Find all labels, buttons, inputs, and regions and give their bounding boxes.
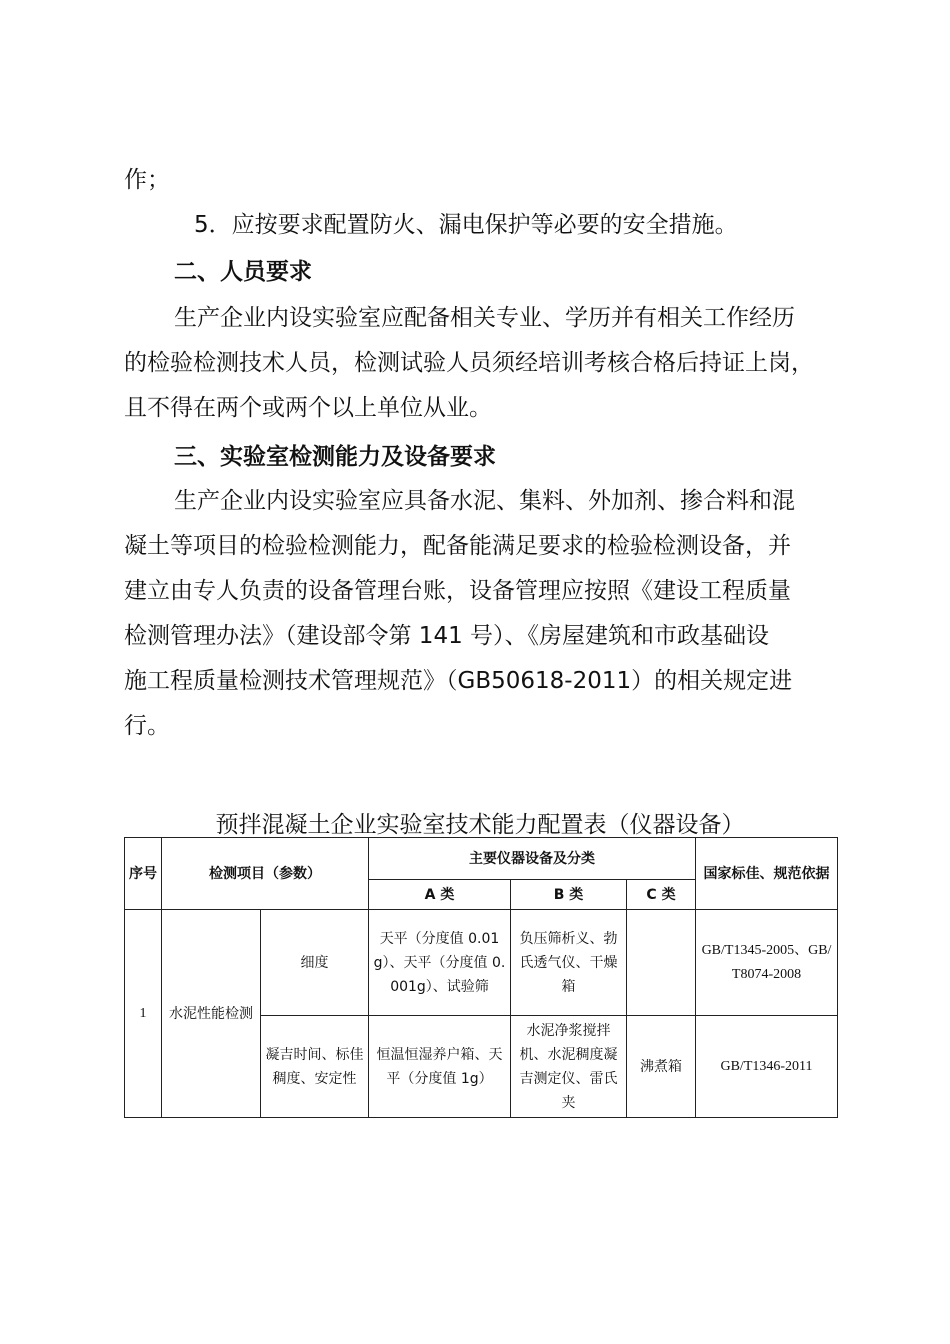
header-class-c: C 类 bbox=[627, 880, 696, 910]
paragraph-line: 生产企业内设实验室应配备相关专业、学历并有相关工作经历 bbox=[174, 305, 795, 331]
row-class-c bbox=[627, 910, 696, 1016]
paragraph-line: 凝土等项目的检验检测能力，配备能满足要求的检验检测设备，并 bbox=[124, 533, 791, 559]
text-line: 作； bbox=[124, 167, 170, 193]
header-serial-no: 序号 bbox=[125, 838, 162, 910]
row-test-group: 水泥性能检测 bbox=[162, 910, 261, 1118]
row-serial-no: 1 bbox=[125, 910, 162, 1118]
section-heading-personnel: 二、人员要求 bbox=[174, 259, 312, 285]
table-row bbox=[125, 910, 838, 1016]
row-class-b: 水泥净浆搅拌机、水泥稠度凝吉测定仪、雷氏夹 bbox=[511, 1016, 627, 1118]
table-title: 预拌混凝土企业实验室技术能力配置表（仪器设备） bbox=[215, 812, 745, 838]
paragraph-line: 施工程质量检测技术管理规范》（GB50618-2011）的相关规定进 bbox=[124, 668, 793, 694]
paragraph-line: 行。 bbox=[124, 713, 170, 739]
paragraph-line: 建立由专人负责的设备管理台账，设备管理应按照《建设工程质量 bbox=[124, 578, 791, 604]
section-heading-lab-capability: 三、实验室检测能力及设备要求 bbox=[174, 444, 496, 470]
row-parameter: 细度 bbox=[261, 910, 369, 1016]
header-class-a: A 类 bbox=[369, 880, 511, 910]
row-class-a: 恒温恒湿养户箱、天平（分度值 1g） bbox=[369, 1016, 511, 1118]
paragraph-line: 且不得在两个或两个以上单位从业。 bbox=[124, 395, 492, 421]
row-class-b: 负压筛析义、勃氏透气仪、干燥箱 bbox=[511, 910, 627, 1016]
list-item-5: 5．应按要求配置防火、漏电保护等必要的安全措施。 bbox=[194, 212, 738, 238]
header-class-b: B 类 bbox=[511, 880, 627, 910]
row-class-a: 天平（分度值 0.01g）、天平（分度值 0.001g）、试验筛 bbox=[369, 910, 511, 1016]
paragraph-line: 检测管理办法》（建设部令第 141 号）、《房屋建筑和市政基础设 bbox=[124, 623, 770, 649]
equipment-config-table bbox=[124, 837, 838, 1118]
row-standard: GB/T1346-2011 bbox=[696, 1016, 838, 1118]
header-equipment: 主要仪器设备及分类 bbox=[369, 838, 696, 880]
row-parameter: 凝吉时间、标佳稠度、安定性 bbox=[261, 1016, 369, 1118]
row-standard: GB/T1345-2005、GB/T8074-2008 bbox=[696, 910, 838, 1016]
header-standard: 国家标佳、规范依据 bbox=[696, 838, 838, 910]
paragraph-line: 的检验检测技术人员，检测试验人员须经培训考核合格后持证上岗， bbox=[124, 350, 814, 376]
row-class-c: 沸煮箱 bbox=[627, 1016, 696, 1118]
table-header-row bbox=[125, 838, 838, 880]
paragraph-line: 生产企业内设实验室应具备水泥、集料、外加剂、掺合料和混 bbox=[174, 488, 795, 514]
header-test-item: 检测项目（参数） bbox=[162, 838, 369, 910]
